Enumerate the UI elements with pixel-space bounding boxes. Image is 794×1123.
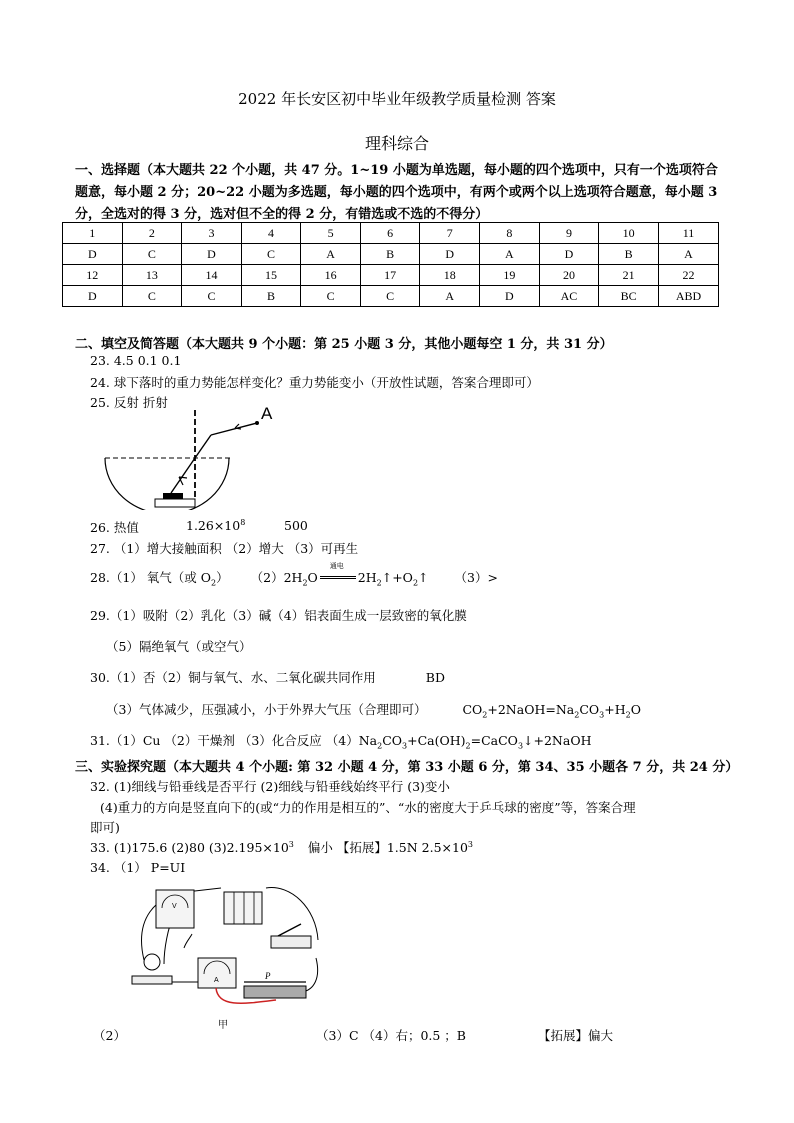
table-cell: 2 xyxy=(122,223,182,244)
table-cell: B xyxy=(599,244,659,265)
table-cell: D xyxy=(539,244,599,265)
table-cell: C xyxy=(122,244,182,265)
table-cell: 17 xyxy=(360,265,420,286)
refracted-ray-2 xyxy=(211,423,257,435)
table-cell: 14 xyxy=(182,265,242,286)
switch-base xyxy=(271,936,311,948)
answer-26-value-2: 500 xyxy=(284,518,308,533)
voltmeter-label: V xyxy=(172,903,177,910)
answer-32-line-2: (4)重力的方向是竖直向下的(或“力的作用是相互的”、“水的密度大于乒乓球的密度”等，答案合理 xyxy=(100,800,636,815)
answer-34-extension: 【拓展】偏大 xyxy=(538,1028,614,1043)
table-cell: 11 xyxy=(658,223,718,244)
table-cell: 9 xyxy=(539,223,599,244)
table-cell: 6 xyxy=(360,223,420,244)
table-cell: C xyxy=(122,286,182,307)
refracted-ray-1 xyxy=(195,435,211,458)
table-cell: C xyxy=(360,286,420,307)
table-cell: D xyxy=(480,286,540,307)
page-title: 2022 年长安区初中毕业年级教学质量检测 答案 xyxy=(238,90,556,108)
table-row xyxy=(63,265,719,286)
table-cell: A xyxy=(420,286,480,307)
answer-table xyxy=(62,222,719,307)
bulb-icon xyxy=(144,954,160,970)
point-a-dot xyxy=(255,421,259,425)
answer-34-part-3: （3）C （4）右；0.5 ；B xyxy=(316,1028,466,1043)
answer-34-part-1: 34. （1） P=UI xyxy=(90,860,186,875)
wire-right xyxy=(266,888,318,940)
answer-30-line-2: （3）气体减少，压强减小，小于外界大气压（合理即可） $CO_2+2NaOH=Na_2CO_3+H_2O$ xyxy=(106,702,641,720)
table-cell: 22 xyxy=(658,265,718,286)
switch-blade xyxy=(278,924,301,936)
table-row xyxy=(63,286,719,307)
table-cell: 16 xyxy=(301,265,361,286)
table-cell: ABD xyxy=(658,286,718,307)
table-cell: AC xyxy=(539,286,599,307)
point-a-label: A xyxy=(261,405,273,423)
circuit-diagram xyxy=(126,878,326,1038)
answer-33: 33. (1)175.6 (2)80 $(3)2.195\times 10^3$ 偏小 【拓展】1.5N $2.5\times 10^3$ xyxy=(90,839,473,855)
table-cell: BC xyxy=(599,286,659,307)
answer-29-line-1: 29.（1）吸附（2）乳化（3）碱（4）铝表面生成一层致密的氧化膜 xyxy=(90,608,467,623)
table-cell: 19 xyxy=(480,265,540,286)
incident-ray xyxy=(171,458,195,493)
table-row xyxy=(63,223,719,244)
page-subtitle: 理科综合 xyxy=(364,134,429,153)
table-cell: A xyxy=(301,244,361,265)
section1-heading: 一、选择题（本大题共 22 个小题，共 47 分。1~19 小题为单选题，每小题的四个选项中，只有一个选项符合题意，每小题 2 分；20~22 小题为多选题，每小题的四个选项中，有两个或两个以上选项符合题意，每小题 3 分，全选对的得 3 分，选对但不全的得 2 分，有错选或不选的不得分） xyxy=(75,163,718,222)
table-cell: 8 xyxy=(480,223,540,244)
table-cell: 4 xyxy=(241,223,301,244)
table-cell: A xyxy=(658,244,718,265)
bowl-base xyxy=(155,499,195,507)
answer-27: 27. （1）增大接触面积 （2）增大 （3）可再生 xyxy=(90,541,359,556)
circuit-label: 甲 xyxy=(218,1020,228,1031)
ray-arrow-1 xyxy=(179,477,187,485)
answer-24: 24. 球下落时的重力势能怎样变化？重力势能变小（开放性试题，答案合理即可） xyxy=(90,375,539,390)
answer-29-line-2: （5）隔绝氧气（或空气） xyxy=(106,639,252,654)
table-cell: B xyxy=(360,244,420,265)
table-cell: A xyxy=(480,244,540,265)
table-cell: D xyxy=(63,244,123,265)
table-row xyxy=(63,244,719,265)
table-cell: 1 xyxy=(63,223,123,244)
table-cell: 13 xyxy=(122,265,182,286)
light-source xyxy=(163,493,183,499)
table-cell: D xyxy=(420,244,480,265)
table-cell: D xyxy=(63,286,123,307)
table-cell: 5 xyxy=(301,223,361,244)
answer-34-part-2: （2） xyxy=(93,1028,126,1043)
reflection-diagram xyxy=(95,405,295,510)
answer-26-label: 26. 热值 xyxy=(90,520,139,535)
table-cell: 10 xyxy=(599,223,659,244)
rheostat-body xyxy=(244,986,306,998)
answer-30-line-1: 30.（1）否（2）铜与氧气、水、二氧化碳共同作用 BD xyxy=(90,670,446,685)
answer-32-line-3: 即可) xyxy=(90,820,120,835)
table-cell: 12 xyxy=(63,265,123,286)
table-cell: D xyxy=(182,244,242,265)
bulb-base xyxy=(132,976,172,984)
section3-heading: 三、实验探究题（本大题共 4 个小题: 第 32 小题 4 分，第 33 小题 6 分，第 34、35 小题各 7 分，共 24 分） xyxy=(75,760,739,775)
table-cell: 20 xyxy=(539,265,599,286)
table-cell: 15 xyxy=(241,265,301,286)
answer-25: 25. 反射 折射 xyxy=(90,395,168,410)
table-cell: 21 xyxy=(599,265,659,286)
answer-32-line-1: 32. (1)细线与铅垂线是否平行 (2)细线与铅垂线始终平行 (3)变小 xyxy=(90,779,450,794)
ray-arrow-2 xyxy=(235,424,241,429)
section2-heading: 二、填空及简答题（本大题共 9 个小题：第 25 小题 3 分，其他小题每空 1 分，共 31 分） xyxy=(75,337,613,352)
answer-28: 28.（1） 氧气（或 $O_2$） $(2)2H_2O$ 通电 $2H_2↑+O_2↑$ （3）> xyxy=(90,562,498,588)
table-cell: 18 xyxy=(420,265,480,286)
ammeter-label: A xyxy=(214,977,219,984)
table-cell: C xyxy=(301,286,361,307)
bowl-outline xyxy=(105,458,229,510)
answer-26-value: $1.26\times 10^8$ xyxy=(186,518,246,534)
answer-23: 23. 4.5 0.1 0.1 xyxy=(90,353,182,368)
rheostat-slider-label: P xyxy=(265,971,271,981)
battery-body xyxy=(224,892,262,924)
table-cell: 7 xyxy=(420,223,480,244)
answer-31: 31.（1）Cu （2）干燥剂 （3）化合反应 $(4)Na_2CO_3+Ca(OH)_2=CaCO_3↓+2NaOH$ xyxy=(90,733,592,751)
table-cell: 3 xyxy=(182,223,242,244)
wire-voltmeter xyxy=(184,934,192,948)
table-cell: B xyxy=(241,286,301,307)
table-cell: C xyxy=(241,244,301,265)
table-cell: C xyxy=(182,286,242,307)
